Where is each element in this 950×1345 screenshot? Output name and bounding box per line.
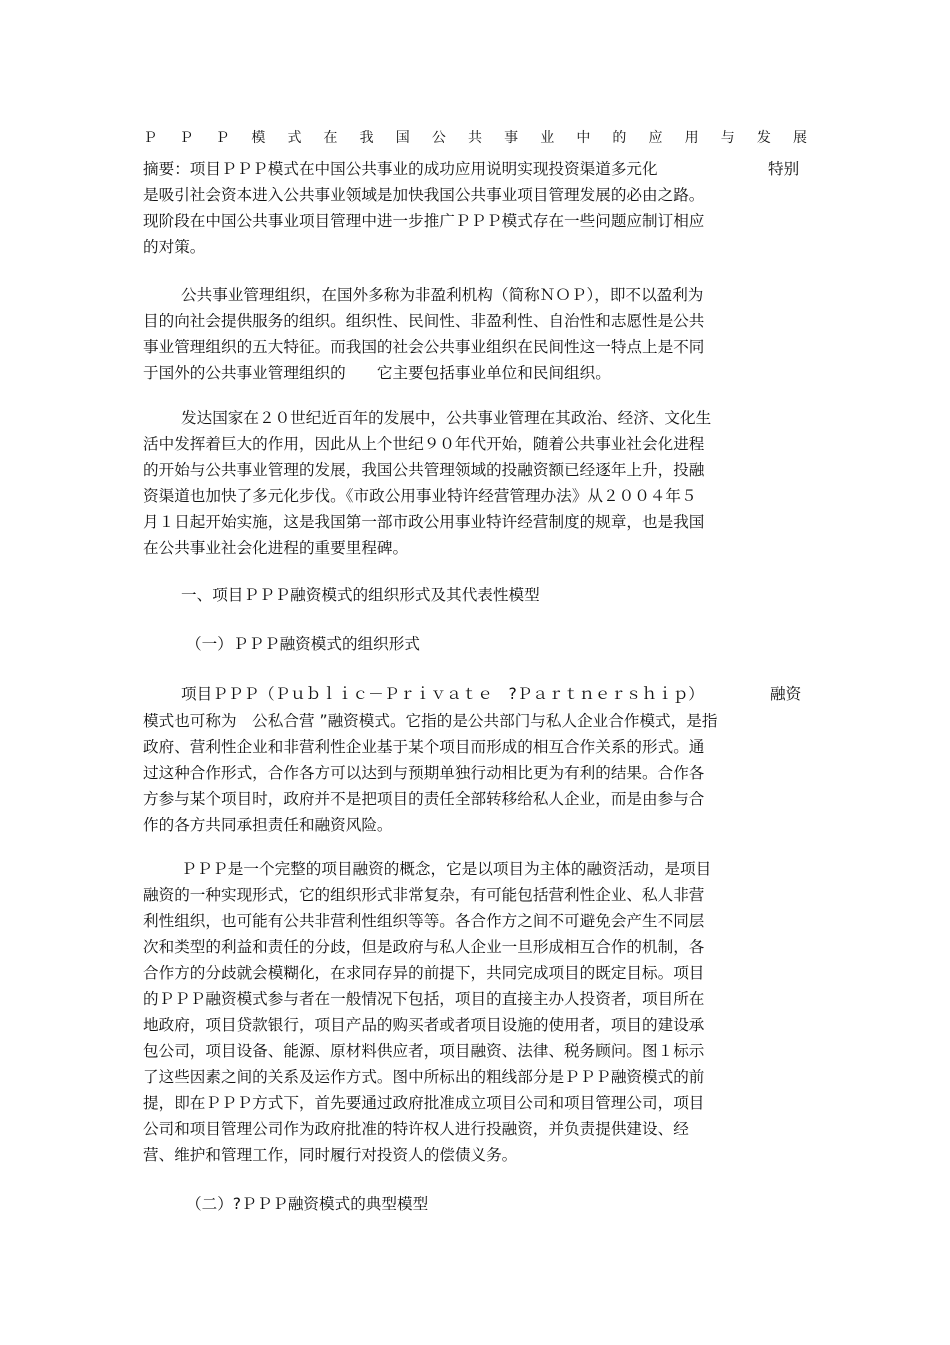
paragraph-line: 的开始与公共事业管理的发展，我国公共管理领域的投融资额已经逐年上升，投融 bbox=[143, 461, 705, 479]
paragraph-line: 过这种合作形式，合作各方可以达到与预期单独行动相比更为有利的结果。合作各 bbox=[143, 764, 705, 782]
paragraph-line: 模式也可称为 公私合营 ”融资模式。它指的是公共部门与私人企业合作模式，是指 bbox=[143, 712, 718, 730]
paragraph-line: 地政府，项目贷款银行，项目产品的购买者或者项目设施的使用者，项目的建设承 bbox=[143, 1016, 705, 1034]
title-char: Ｐ bbox=[215, 130, 230, 146]
paragraph-line: 月１日起开始实施，这是我国第一部市政公用事业特许经营制度的规章，也是我国 bbox=[143, 513, 705, 531]
paragraph-line: 政府、营利性企业和非营利性企业基于某个项目而形成的相互合作关系的形式。通 bbox=[143, 738, 705, 756]
title-char: 发 bbox=[756, 130, 771, 146]
paragraph-line: 包公司，项目设备、能源、原材料供应者，项目融资、法律、税务顾问。图１标示 bbox=[143, 1042, 705, 1060]
section-heading: 一、项目ＰＰＰ融资模式的组织形式及其代表性模型 bbox=[181, 586, 540, 604]
abstract-line-tail: 特别 bbox=[768, 160, 800, 178]
abstract-line: 的对策。 bbox=[143, 238, 206, 256]
title-char: 展 bbox=[792, 130, 807, 146]
paragraph-line: 公共事业管理组织，在国外多称为非盈利机构（简称ＮＯＰ），即不以盈利为 bbox=[181, 286, 704, 304]
document-title bbox=[143, 127, 807, 149]
paragraph-line: 资渠道也加快了多元化步伐。《市政公用事业特许经营管理办法》从２００４年５ bbox=[143, 487, 697, 505]
title-char: 式 bbox=[287, 130, 302, 146]
paragraph-line: 发达国家在２０世纪近百年的发展中，公共事业管理在其政治、经济、文化生 bbox=[181, 409, 712, 427]
paragraph-line: 公司和项目管理公司作为政府批准的特许权人进行投融资，并负责提供建设、经 bbox=[143, 1120, 689, 1138]
title-char: Ｐ bbox=[179, 130, 194, 146]
paragraph-line: 方参与某个项目时，政府并不是把项目的责任全部转移给私人企业，而是由参与合 bbox=[143, 790, 705, 808]
paragraph-line: 项目ＰＰＰ（Ｐｕｂｌｉｃ－Ｐｒｉｖａｔｅ ?Ｐａｒｔｎｅｒｓｈｉｐ） bbox=[181, 685, 704, 703]
paragraph-line-tail: 融资 bbox=[770, 685, 802, 703]
paragraph-line: 作的各方共同承担责任和融资风险。 bbox=[143, 816, 393, 834]
abstract-line: 摘要：项目ＰＰＰ模式在中国公共事业的成功应用说明实现投资渠道多元化 bbox=[143, 160, 658, 178]
title-char: 国 bbox=[395, 130, 410, 146]
title-char: 在 bbox=[323, 130, 338, 146]
title-char: 业 bbox=[540, 130, 555, 146]
subsection-heading: （二）?ＰＰＰ融资模式的典型模型 bbox=[186, 1195, 429, 1213]
title-char: 我 bbox=[359, 130, 374, 146]
paragraph-line: 次和类型的利益和责任的分歧，但是政府与私人企业一旦形成相互合作的机制，各 bbox=[143, 938, 705, 956]
title-char: 事 bbox=[504, 130, 519, 146]
paragraph-line: 事业管理组织的五大特征。而我国的社会公共事业组织在民间性这一特点上是不同 bbox=[143, 338, 705, 356]
paragraph-line: 在公共事业社会化进程的重要里程碑。 bbox=[143, 539, 409, 557]
paragraph-line: 融资的一种实现形式，它的组织形式非常复杂，有可能包括营利性企业、私人非营 bbox=[143, 886, 705, 904]
paragraph-line: 的ＰＰＰ融资模式参与者在一般情况下包括，项目的直接主办人投资者，项目所在 bbox=[143, 990, 705, 1008]
title-char: 应 bbox=[648, 130, 663, 146]
title-char: Ｐ bbox=[143, 130, 157, 146]
title-char: 公 bbox=[431, 130, 446, 146]
title-char: 的 bbox=[612, 130, 627, 146]
title-char: 与 bbox=[720, 130, 735, 146]
paragraph-line: 于国外的公共事业管理组织的 它主要包括事业单位和民间组织。 bbox=[143, 364, 611, 382]
paragraph-line: ＰＰＰ是一个完整的项目融资的概念，它是以项目为主体的融资活动，是项目 bbox=[181, 860, 712, 878]
paragraph-line: 利性组织，也可能有公共非营利性组织等等。各合作方之间不可避免会产生不同层 bbox=[143, 912, 705, 930]
abstract-line: 现阶段在中国公共事业项目管理中进一步推广ＰＰＰ模式存在一些问题应制订相应 bbox=[143, 212, 705, 230]
title-char: 共 bbox=[467, 130, 482, 146]
title-char: 中 bbox=[576, 130, 591, 146]
paragraph-line: 合作方的分歧就会模糊化，在求同存异的前提下，共同完成项目的既定目标。项目 bbox=[143, 964, 705, 982]
paragraph-line: 提，即在ＰＰＰ方式下，首先要通过政府批准成立项目公司和项目管理公司，项目 bbox=[143, 1094, 705, 1112]
paragraph-line: 活中发挥着巨大的作用，因此从上个世纪９０年代开始，随着公共事业社会化进程 bbox=[143, 435, 705, 453]
paragraph-line: 了这些因素之间的关系及运作方式。图中所标出的粗线部分是ＰＰＰ融资模式的前 bbox=[143, 1068, 705, 1086]
paragraph-line: 营、维护和管理工作，同时履行对投资人的偿债义务。 bbox=[143, 1146, 518, 1164]
subsection-heading: （一）ＰＰＰ融资模式的组织形式 bbox=[186, 635, 420, 653]
paragraph-line: 目的向社会提供服务的组织。组织性、民间性、非盈利性、自治性和志愿性是公共 bbox=[143, 312, 705, 330]
title-char: 用 bbox=[684, 130, 699, 146]
title-char: 模 bbox=[251, 130, 266, 146]
abstract-line: 是吸引社会资本进入公共事业领域是加快我国公共事业项目管理发展的必由之路。 bbox=[143, 186, 705, 204]
